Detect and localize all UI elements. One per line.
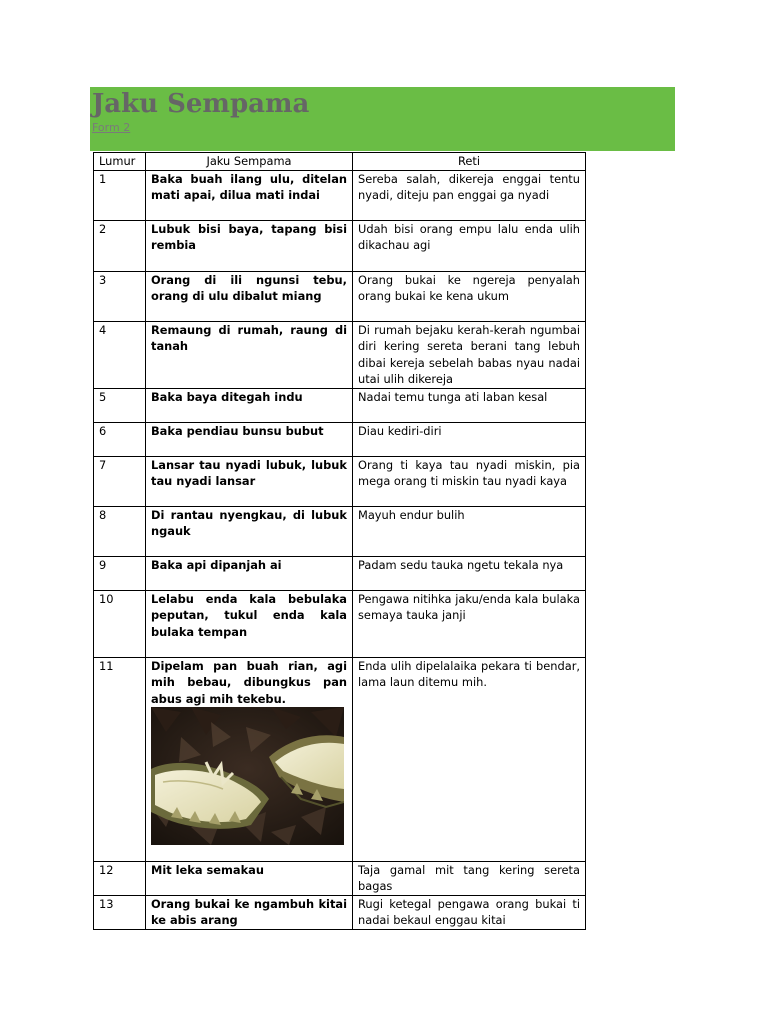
table-row [94, 220, 586, 271]
column-header-reti: Reti [353, 153, 586, 171]
proverb-text: Dipelam pan buah rian, agi mih bebau, dibungkus pan abus agi mih tekebu. [151, 658, 347, 706]
meaning-text: Diau kediri-diri [353, 422, 586, 456]
table-row [94, 895, 586, 929]
table-row [94, 556, 586, 590]
document-title: Jaku Sempama [92, 89, 310, 119]
table-row [94, 170, 586, 220]
table-row [94, 321, 586, 388]
table-row [94, 456, 586, 506]
meaning-text: Enda ulih dipelalaika pekara ti bendar, lama laun ditemu mih. [353, 657, 586, 861]
proverb-text: Baka pendiau bunsu bubut [146, 422, 353, 456]
meaning-text: Taja gamal mit tang kering sereta bagas [353, 861, 586, 895]
proverb-text: Orang bukai ke ngambuh kitai ke abis arang [146, 895, 353, 929]
form-link[interactable]: Form 2 [92, 121, 131, 134]
meaning-text: Pengawa nitihka jaku/enda kala bulaka semaya tauka janji [353, 590, 586, 657]
proverb-text: Baka baya ditegah indu [146, 388, 353, 422]
table-row [94, 388, 586, 422]
meaning-text: Di rumah bejaku kerah-kerah ngumbai diri kering sereta berani tang lebuh dibai kereja sebelah babas nyau nadai utai ulih dikereja [353, 321, 586, 388]
row-number: 11 [94, 657, 146, 861]
table-row [94, 271, 586, 321]
proverb-text: Lelabu enda kala bebulaka peputan, tukul enda kala bulaka tempan [146, 590, 353, 657]
row-number: 12 [94, 861, 146, 895]
proverb-text: Di rantau nyengkau, di lubuk ngauk [146, 506, 353, 556]
meaning-text: Nadai temu tunga ati laban kesal [353, 388, 586, 422]
row-number: 9 [94, 556, 146, 590]
proverb-text: Baka buah ilang ulu, ditelan mati apai, dilua mati indai [146, 170, 353, 220]
meaning-text: Udah bisi orang empu lalu enda ulih dikachau agi [353, 220, 586, 271]
meaning-text: Orang bukai ke ngereja penyalah orang bukai ke kena ukum [353, 271, 586, 321]
meaning-text: Orang ti kaya tau nyadi miskin, pia mega orang ti miskin tau nyadi kaya [353, 456, 586, 506]
table-row [94, 590, 586, 657]
row-number: 5 [94, 388, 146, 422]
table-row [94, 657, 586, 861]
proverb-text: Remaung di rumah, raung di tanah [146, 321, 353, 388]
proverb-cell [146, 657, 353, 861]
meaning-text: Mayuh endur bulih [353, 506, 586, 556]
meaning-text: Sereba salah, dikereja enggai tentu nyadi, diteju pan enggai ga nyadi [353, 170, 586, 220]
row-number: 10 [94, 590, 146, 657]
proverb-text: Baka api dipanjah ai [146, 556, 353, 590]
proverb-text: Mit leka semakau [146, 861, 353, 895]
row-number: 3 [94, 271, 146, 321]
row-number: 8 [94, 506, 146, 556]
column-header-jaku-sempama: Jaku Sempama [146, 153, 353, 171]
proverb-text: Orang di ili ngunsi tebu, orang di ulu dibalut miang [146, 271, 353, 321]
row-number: 2 [94, 220, 146, 271]
proverb-text: Lansar tau nyadi lubuk, lubuk tau nyadi lansar [146, 456, 353, 506]
table-header-row [94, 153, 586, 171]
meaning-text: Rugi ketegal pengawa orang bukai ti nadai bekaul enggau kitai [353, 895, 586, 929]
proverb-table [93, 152, 586, 930]
table-row [94, 506, 586, 556]
column-header-lumur: Lumur [94, 153, 146, 171]
table-row [94, 422, 586, 456]
row-number: 6 [94, 422, 146, 456]
row-number: 13 [94, 895, 146, 929]
durian-photo [151, 707, 344, 845]
meaning-text: Padam sedu tauka ngetu tekala nya [353, 556, 586, 590]
table-row [94, 861, 586, 895]
row-number: 4 [94, 321, 146, 388]
row-number: 1 [94, 170, 146, 220]
row-number: 7 [94, 456, 146, 506]
proverb-text: Lubuk bisi baya, tapang bisi rembia [146, 220, 353, 271]
